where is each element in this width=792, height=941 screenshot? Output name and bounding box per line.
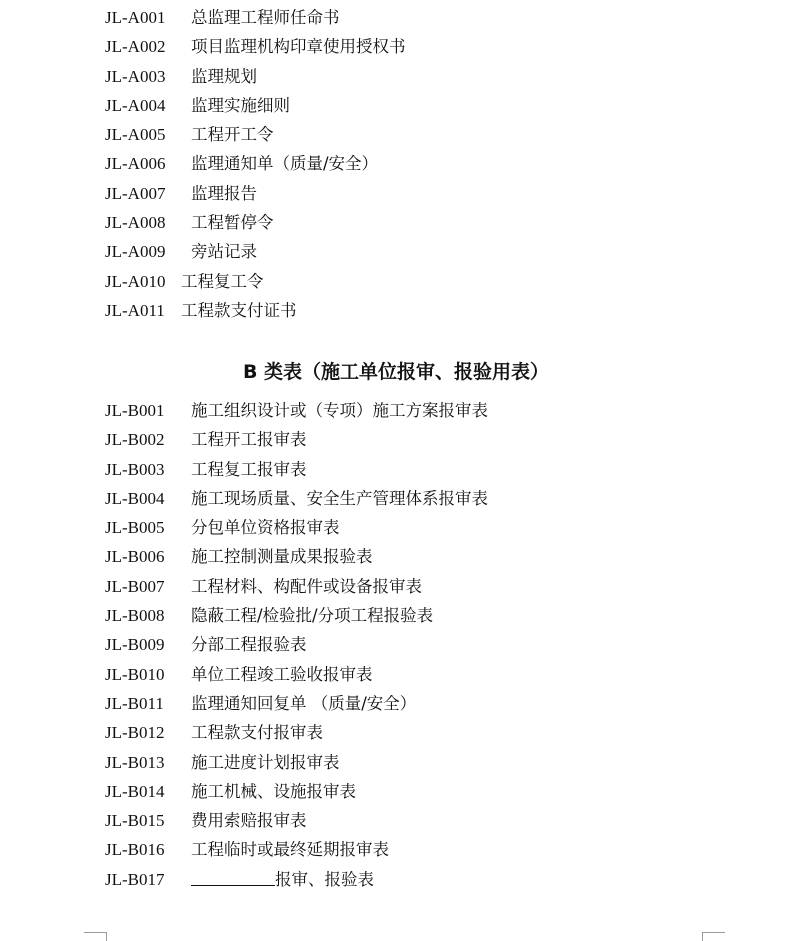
list-item [105, 120, 406, 149]
form-name: 工程款支付证书 [181, 300, 297, 320]
form-name: 监理通知回复单 （质量/安全） [191, 693, 417, 713]
form-name: 工程款支付报审表 [191, 723, 323, 743]
a-form-list [105, 3, 406, 325]
form-name: 分部工程报验表 [191, 635, 307, 655]
form-code: JL-A008 [105, 213, 166, 233]
list-item [105, 208, 406, 237]
form-name: 施工机械、设施报审表 [191, 781, 356, 801]
form-code: JL-B004 [105, 488, 165, 508]
list-item [105, 3, 406, 32]
form-name: 施工进度计划报审表 [191, 752, 340, 772]
list-item [105, 396, 488, 425]
form-name: 施工组织设计或（专项）施工方案报审表 [191, 401, 488, 420]
b-form-list [105, 396, 488, 894]
form-name: 旁站记录 [191, 242, 257, 262]
form-name: 工程材料、构配件或设备报审表 [191, 576, 422, 596]
list-item [105, 149, 406, 178]
list-item [105, 835, 488, 864]
list-item [105, 660, 488, 689]
form-code: JL-A006 [105, 154, 166, 174]
form-code: JL-B017 [105, 869, 165, 889]
list-item [105, 572, 488, 601]
list-item [105, 267, 406, 296]
form-code: JL-A004 [105, 95, 166, 115]
list-item [105, 455, 488, 484]
form-name: 单位工程竣工验收报审表 [191, 664, 373, 684]
form-code: JL-B001 [105, 401, 165, 420]
form-name: 施工现场质量、安全生产管理体系报审表 [191, 488, 488, 508]
form-code: JL-A001 [105, 8, 166, 27]
form-name: 工程复工令 [181, 271, 264, 291]
form-name: 监理实施细则 [191, 95, 290, 115]
form-code: JL-B006 [105, 547, 165, 567]
form-code: JL-B005 [105, 518, 165, 538]
form-code: JL-B012 [105, 723, 165, 743]
form-code: JL-B003 [105, 459, 165, 479]
form-code: JL-A003 [105, 66, 166, 86]
form-name: 项目监理机构印章使用授权书 [191, 37, 406, 57]
list-item [105, 718, 488, 747]
list-item [105, 237, 406, 266]
form-name: 分包单位资格报审表 [191, 518, 340, 538]
list-item [105, 296, 406, 325]
form-name: 工程复工报审表 [191, 459, 307, 479]
form-name: 监理报告 [191, 183, 257, 203]
list-item [105, 513, 488, 542]
list-item [105, 484, 488, 513]
form-code: JL-B014 [105, 781, 165, 801]
form-name: 隐蔽工程/检验批/分项工程报验表 [191, 606, 434, 626]
list-item [105, 601, 488, 630]
form-name: 施工控制测量成果报验表 [191, 547, 373, 567]
list-item [105, 630, 488, 659]
section-b-heading: B 类表（施工单位报审、报验用表） [242, 361, 550, 383]
list-item [105, 179, 406, 208]
form-code: JL-A002 [105, 37, 166, 57]
form-code: JL-B007 [105, 576, 165, 596]
form-name: 总监理工程师任命书 [191, 8, 340, 27]
form-code: JL-B009 [105, 635, 165, 655]
list-item [105, 542, 488, 571]
form-code: JL-B008 [105, 606, 165, 626]
form-code: JL-A011 [105, 300, 165, 320]
form-name: 工程暂停令 [191, 213, 274, 233]
form-code: JL-A009 [105, 242, 166, 262]
form-name: 工程开工令 [191, 125, 274, 145]
list-item [105, 62, 406, 91]
list-item [105, 748, 488, 777]
form-code: JL-A005 [105, 125, 166, 145]
list-item [105, 91, 406, 120]
form-code: JL-B002 [105, 430, 165, 450]
form-name: 工程开工报审表 [191, 430, 307, 450]
form-name: 工程临时或最终延期报审表 [191, 840, 389, 860]
form-code: JL-B013 [105, 752, 165, 772]
form-name: 报审、报验表 [275, 869, 374, 889]
form-code: JL-A010 [105, 271, 166, 291]
fill-in-blank-line [191, 865, 275, 886]
list-item [105, 865, 488, 894]
form-code: JL-B016 [105, 840, 165, 860]
form-code: JL-B011 [105, 693, 164, 713]
list-item [105, 32, 406, 61]
list-item [105, 689, 488, 718]
form-code: JL-B015 [105, 811, 165, 831]
list-item [105, 806, 488, 835]
form-name: 监理规划 [191, 66, 257, 86]
list-item [105, 425, 488, 454]
form-name: 监理通知单（质量/安全） [191, 154, 379, 174]
form-name: 费用索赔报审表 [191, 811, 307, 831]
form-code: JL-A007 [105, 183, 166, 203]
list-item [105, 777, 488, 806]
form-code: JL-B010 [105, 664, 165, 684]
